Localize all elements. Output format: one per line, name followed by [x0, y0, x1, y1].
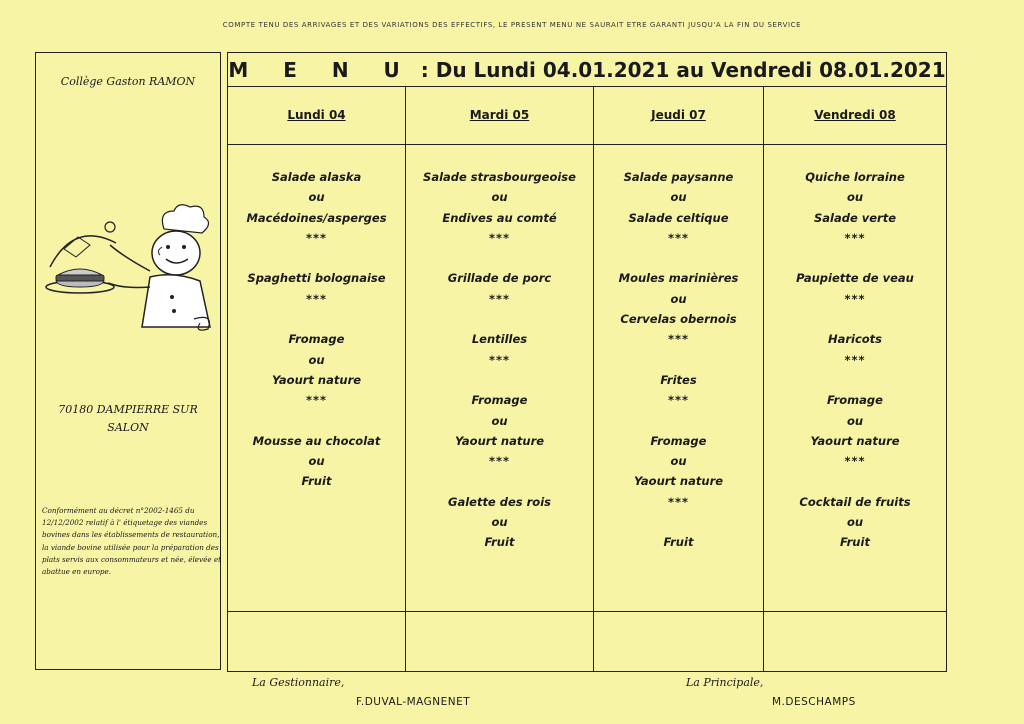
- dish-gap: [228, 248, 405, 268]
- address-line-1: 70180 DAMPIERRE SUR: [58, 403, 198, 416]
- course-separator: ***: [488, 230, 511, 245]
- day-column: [406, 87, 594, 671]
- dish-gap: [764, 370, 946, 390]
- course-separator: ***: [667, 393, 690, 408]
- dish-gap: [406, 471, 593, 491]
- decree-notice: Conformément au décret n°2002-1465 du 12/12/2002 relatif à l' étiquetage des viandes bovines dans les établissements de restauration, la viande bovine utilisée pour la préparation des plats servis aux consommateurs et née, élevée et abattue en europe.: [42, 506, 222, 577]
- dish-gap: [406, 248, 593, 268]
- dish-item: Salade celtique: [628, 210, 729, 225]
- day-name: Mardi 05: [469, 108, 530, 122]
- or-label: ou: [491, 413, 508, 428]
- course-separator: ***: [844, 352, 866, 367]
- dish-item: Haricots: [827, 332, 883, 347]
- course-separator: ***: [305, 291, 328, 306]
- dish-gap: [594, 411, 763, 431]
- course-separator: ***: [667, 332, 690, 347]
- day-column: [594, 87, 764, 671]
- address: [36, 401, 220, 437]
- dish-item: Frites: [660, 372, 697, 387]
- chef-illustration: [44, 201, 216, 341]
- or-label: ou: [846, 190, 864, 205]
- menu-grid: [228, 87, 946, 671]
- dish-item: Lentilles: [471, 332, 528, 347]
- or-label: ou: [491, 515, 508, 530]
- dish-gap: [764, 248, 946, 268]
- day-column: [764, 87, 946, 671]
- or-label: ou: [670, 190, 687, 205]
- dish-item: Salade alaska: [271, 170, 362, 184]
- dish-item: Fromage: [827, 393, 883, 408]
- dish-gap: [764, 309, 946, 329]
- menu-title-word: M E N U: [228, 58, 414, 82]
- dish-item: Salade paysanne: [623, 170, 734, 184]
- course-separator: ***: [305, 393, 328, 408]
- dish-gap: [594, 350, 763, 370]
- dish-item: Endives au comté: [442, 210, 557, 225]
- dish-item: Fromage: [650, 433, 707, 448]
- principale-label: La Principale,: [686, 676, 764, 689]
- dish-gap: [764, 471, 946, 491]
- course-separator: ***: [488, 352, 511, 367]
- dish-item: Yaourt nature: [271, 372, 362, 387]
- dish-gap: [594, 248, 763, 268]
- dish-item: Fromage: [288, 332, 345, 347]
- or-label: ou: [308, 454, 325, 469]
- disclaimer-text: COMPTE TENU DES ARRIVAGES ET DES VARIATIONS DES EFFECTIFS, LE PRESENT MENU NE SAURAIT ETRE GARANTI JUSQU'A LA FIN DU SERVICE: [222, 21, 802, 29]
- day-header: [764, 87, 946, 145]
- day-header: [406, 87, 593, 145]
- day-name: Jeudi 07: [651, 108, 706, 122]
- dish-gap: [406, 309, 593, 329]
- dish-item: Cervelas obernois: [620, 312, 737, 327]
- dish-item: Fromage: [471, 393, 528, 408]
- dish-item: Paupiette de veau: [796, 271, 914, 286]
- dish-gap: [228, 411, 405, 431]
- course-separator: ***: [305, 230, 328, 245]
- bottom-divider: [228, 611, 405, 612]
- dish-item: Salade strasbourgeoise: [423, 170, 576, 184]
- course-separator: ***: [488, 454, 511, 469]
- or-label: ou: [491, 190, 508, 205]
- gestionnaire-label: La Gestionnaire,: [252, 676, 345, 689]
- dish-item: Fruit: [484, 535, 515, 550]
- course-separator: ***: [667, 494, 690, 509]
- or-label: ou: [308, 352, 325, 367]
- dish-list: [594, 145, 763, 553]
- or-label: ou: [670, 291, 687, 306]
- or-label: ou: [846, 413, 864, 428]
- course-separator: ***: [844, 454, 866, 469]
- bottom-divider: [406, 611, 593, 612]
- course-separator: ***: [488, 291, 511, 306]
- dish-item: Mousse au chocolat: [252, 433, 381, 448]
- dish-item: Fruit: [840, 535, 870, 550]
- bottom-divider: [764, 611, 946, 612]
- gestionnaire-name: F.DUVAL-MAGNENET: [356, 696, 471, 708]
- dish-gap: [594, 512, 763, 532]
- day-header: [594, 87, 763, 145]
- left-info-panel: [35, 52, 221, 670]
- dish-item: Spaghetti bolognaise: [247, 271, 386, 286]
- dish-item: Fruit: [663, 535, 694, 550]
- address-line-2: SALON: [107, 421, 149, 434]
- bottom-divider: [594, 611, 763, 612]
- dish-list: [228, 145, 405, 492]
- dish-item: Grillade de porc: [447, 271, 552, 286]
- dish-item: Quiche lorraine: [805, 170, 905, 184]
- course-separator: ***: [667, 230, 690, 245]
- dish-item: Salade verte: [813, 210, 897, 225]
- dish-item: Moules marinières: [618, 271, 739, 286]
- menu-table: [227, 52, 947, 672]
- dish-item: Yaourt nature: [633, 474, 724, 489]
- dish-list: [406, 145, 593, 553]
- or-label: ou: [308, 190, 325, 205]
- dish-gap: [228, 309, 405, 329]
- college-name: Collège Gaston RAMON: [60, 75, 196, 88]
- day-header: [228, 87, 405, 145]
- dish-item: Cocktail de fruits: [799, 494, 911, 509]
- dish-item: Galette des rois: [448, 494, 551, 509]
- day-name: Vendredi 08: [814, 108, 896, 122]
- dish-list: [764, 145, 946, 553]
- signatures: [0, 676, 1024, 720]
- principale-name: M.DESCHAMPS: [772, 696, 856, 708]
- dish-gap: [406, 370, 593, 390]
- dish-item: Yaourt nature: [454, 433, 545, 448]
- dish-item: Yaourt nature: [810, 433, 900, 448]
- day-column: [228, 87, 406, 671]
- course-separator: ***: [844, 230, 866, 245]
- dish-item: Fruit: [301, 474, 332, 489]
- or-label: ou: [846, 515, 864, 530]
- course-separator: ***: [844, 291, 866, 306]
- day-name: Lundi 04: [287, 108, 346, 122]
- menu-title: [228, 53, 946, 87]
- menu-title-range: : Du Lundi 04.01.2021 au Vendredi 08.01.2021: [420, 58, 946, 82]
- or-label: ou: [670, 454, 687, 469]
- dish-item: Macédoines/asperges: [246, 210, 387, 225]
